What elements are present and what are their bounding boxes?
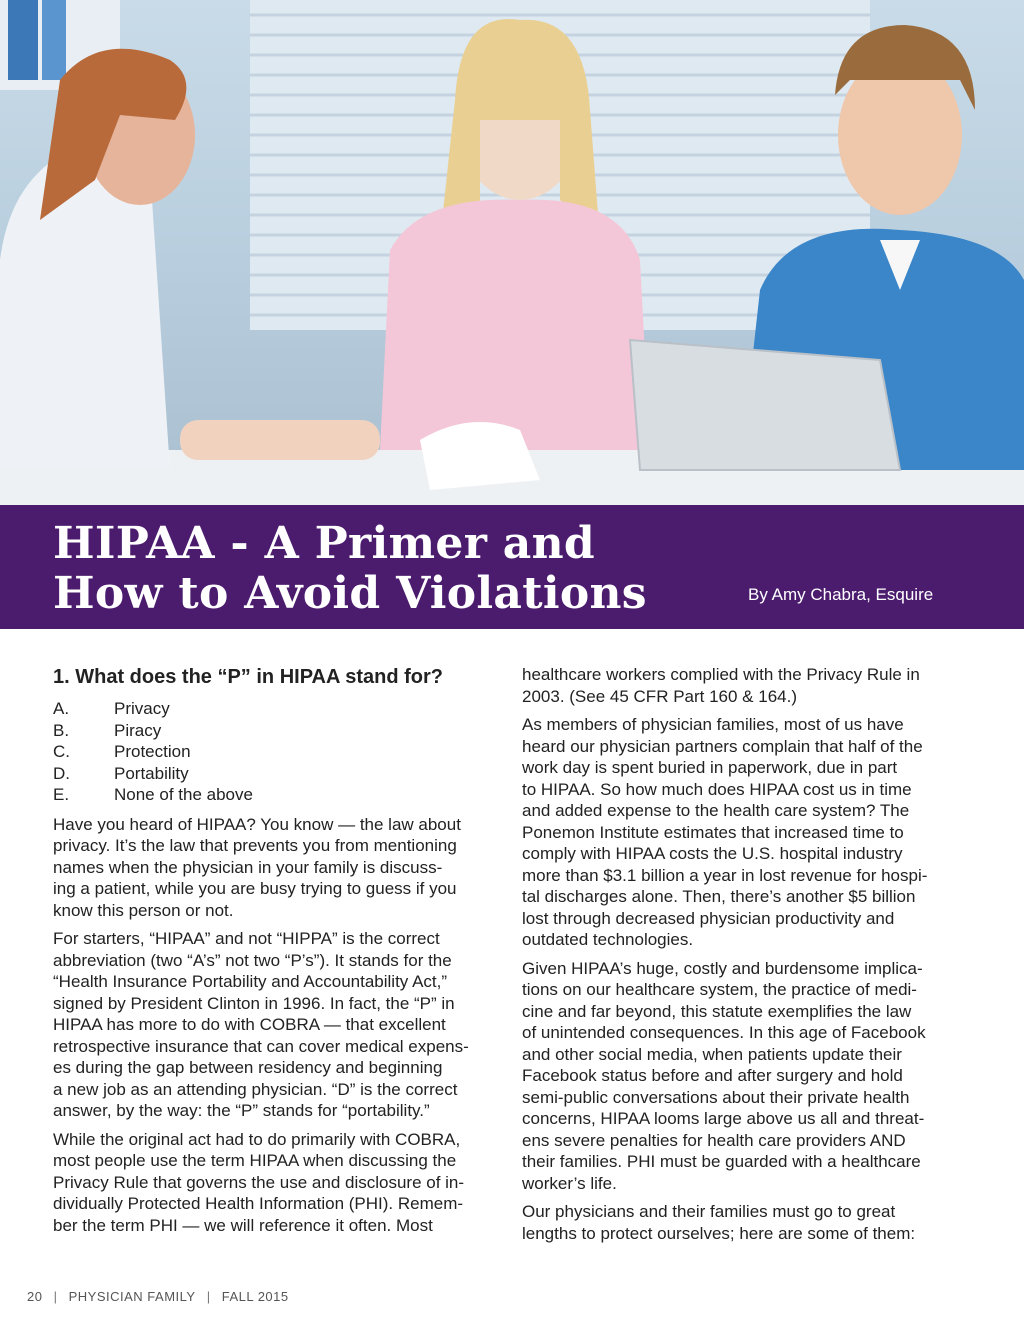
quiz-option-e — [53, 784, 503, 806]
body-paragraph: Given HIPAA’s huge, costly and burdensome implica- tions on our healthcare system, the practice of medi- cine and far beyond, this statute exemplifies the law of unintended consequences. In this age of Facebook and other social media, when patients update their Facebook status before and after surgery and hold semi-public conversations about their private health concerns, HIPAA looms large above us all and threat- ens severe penalties for health care providers AND their families. PHI must be guarded with a healthcare worker’s life. — [522, 958, 926, 1193]
footer-separator: | — [206, 1289, 211, 1304]
issue-label: FALL 2015 — [221, 1289, 289, 1304]
left-column — [53, 664, 503, 1243]
body-paragraph: Our physicians and their families must go to great lengths to protect ourselves; here are some of them: — [522, 1202, 916, 1243]
article-title-line2: How to Avoid Violations — [53, 568, 647, 619]
option-letter: E. — [53, 785, 70, 804]
page-footer — [27, 1289, 289, 1304]
title-banner — [0, 505, 1024, 629]
option-letter: B. — [53, 720, 70, 740]
quiz-option-b — [53, 720, 503, 742]
quiz-option-a — [53, 698, 503, 720]
quiz-options — [53, 698, 503, 806]
article-title-line1: HIPAA - A Primer and — [53, 518, 595, 569]
option-text: Privacy — [114, 699, 170, 718]
quiz-option-d — [53, 763, 503, 785]
body-paragraph: While the original act had to do primarily with COBRA, most people use the term HIPAA when discussing the Privacy Rule that governs the use and disclosure of in- dividually Protected Health Information (PHI). Remem- ber the term PHI — we will reference it often. Most — [53, 1129, 465, 1235]
publication-name: PHYSICIAN FAMILY — [68, 1289, 196, 1304]
option-text: Portability — [114, 763, 189, 783]
body-paragraph: healthcare workers complied with the Privacy Rule in 2003. (See 45 CFR Part 160 & 164.) — [522, 665, 920, 706]
option-text: Piracy — [114, 720, 162, 740]
option-letter: C. — [53, 742, 70, 761]
right-column — [522, 664, 967, 1251]
body-paragraph: Have you heard of HIPAA? You know — the law about privacy. It’s the law that prevents you from mentioning names when the physician in your family is discuss- ing a patient, while you are busy trying to guess if you know this person or not. — [53, 814, 461, 920]
option-letter: A. — [53, 699, 70, 718]
hero-photo-illustration — [0, 0, 1024, 505]
body-paragraph: As members of physician families, most of us have heard our physician partners complain that half of the work day is spent buried in paperwork, due in part to HIPAA. So how much does HIPAA cost us in time and added expense to the health care system? The Ponemon Institute estimates that increased time to comply with HIPAA costs the U.S. hospital industry more than $3.1 billion a year in lost revenue for hospi- tal discharges alone. Then, there’s another $5 billion lost through decreased physician productivity and outdated technologies. — [522, 715, 928, 949]
body-paragraph: For starters, “HIPAA” and not “HIPPA” is the correct abbreviation (two “A’s” not two “P’s”). It stands for the “Health Insurance Portability and Accountability Act,” signed by President Clinton in 1996. In fact, the “P” in HIPAA has more to do with COBRA — that excellent retrospective insurance that can cover medical expens- es during the gap between residency and beginning a new job as an attending physician. “D” is the correct answer, by the way: the “P” stands for “portability.” — [53, 929, 469, 1120]
option-text: Protection — [114, 742, 191, 761]
quiz-question: 1. What does the “P” in HIPAA stand for? — [53, 666, 444, 688]
option-text: None of the above — [114, 785, 253, 804]
footer-separator: | — [53, 1289, 58, 1304]
quiz-option-c — [53, 741, 503, 763]
hero-photo — [0, 0, 1024, 505]
article-title — [53, 519, 647, 619]
option-letter: D. — [53, 763, 70, 783]
page-number: 20 — [27, 1289, 43, 1304]
author-byline: By Amy Chabra, Esquire — [748, 585, 934, 604]
